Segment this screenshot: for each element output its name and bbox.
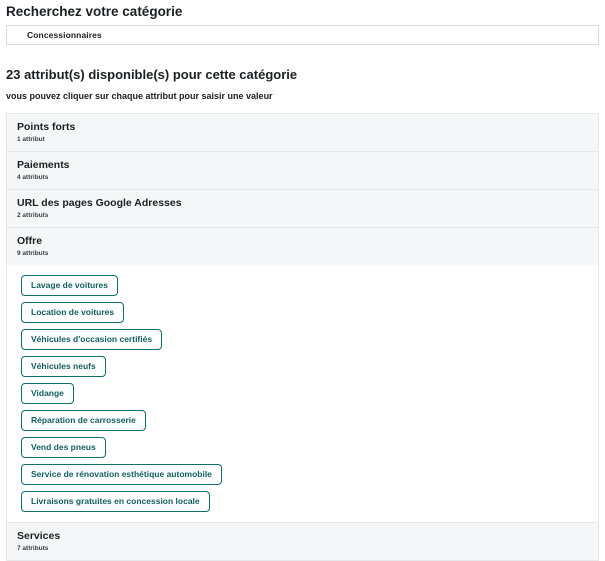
accordion-title: Services (17, 530, 61, 542)
accordion-section-offre (7, 228, 598, 523)
attributes-summary-title: 23 attribut(s) disponible(s) pour cette catégorie (6, 67, 298, 82)
category-search-value: Concessionnaires (27, 30, 102, 40)
attribute-chip[interactable]: Vend des pneus (21, 437, 106, 458)
accordion-title: Points forts (17, 121, 76, 133)
attribute-chip[interactable]: Réparation de carrosserie (21, 410, 146, 431)
attribute-chip-list (21, 275, 588, 512)
page-title: Recherchez votre catégorie (6, 4, 183, 19)
accordion-section-paiements (7, 152, 598, 190)
accordion-count: 1 attribut (17, 136, 45, 143)
attribute-chip[interactable]: Livraisons gratuites en concession locale (21, 491, 210, 512)
accordion-header-offre[interactable] (7, 228, 598, 265)
attributes-accordion (6, 113, 599, 561)
attribute-chip[interactable]: Location de voitures (21, 302, 124, 323)
accordion-count: 4 attributs (17, 174, 49, 181)
accordion-section-services (7, 523, 598, 561)
accordion-header-services[interactable] (7, 523, 598, 560)
accordion-count: 2 attributs (17, 212, 49, 219)
accordion-count: 9 attributs (17, 250, 49, 257)
attribute-chip[interactable]: Vidange (21, 383, 74, 404)
category-chip-icon (7, 26, 25, 44)
attribute-chip[interactable]: Lavage de voitures (21, 275, 118, 296)
accordion-title: Offre (17, 235, 43, 247)
category-search-input[interactable] (6, 25, 599, 45)
attribute-chip[interactable]: Véhicules neufs (21, 356, 106, 377)
accordion-title: Paiements (17, 159, 70, 171)
accordion-title: URL des pages Google Adresses (17, 197, 182, 209)
accordion-section-points-forts (7, 114, 598, 152)
attribute-chip[interactable]: Véhicules d'occasion certifiés (21, 329, 162, 350)
accordion-header-points-forts[interactable] (7, 114, 598, 151)
attributes-hint: vous pouvez cliquer sur chaque attribut pour saisir une valeur (6, 91, 273, 101)
accordion-body-offre (7, 265, 598, 522)
attribute-chip[interactable]: Service de rénovation esthétique automobile (21, 464, 222, 485)
accordion-header-url-google-adresses[interactable] (7, 190, 598, 227)
accordion-header-paiements[interactable] (7, 152, 598, 189)
accordion-section-url-google-adresses (7, 190, 598, 228)
accordion-count: 7 attributs (17, 545, 49, 552)
